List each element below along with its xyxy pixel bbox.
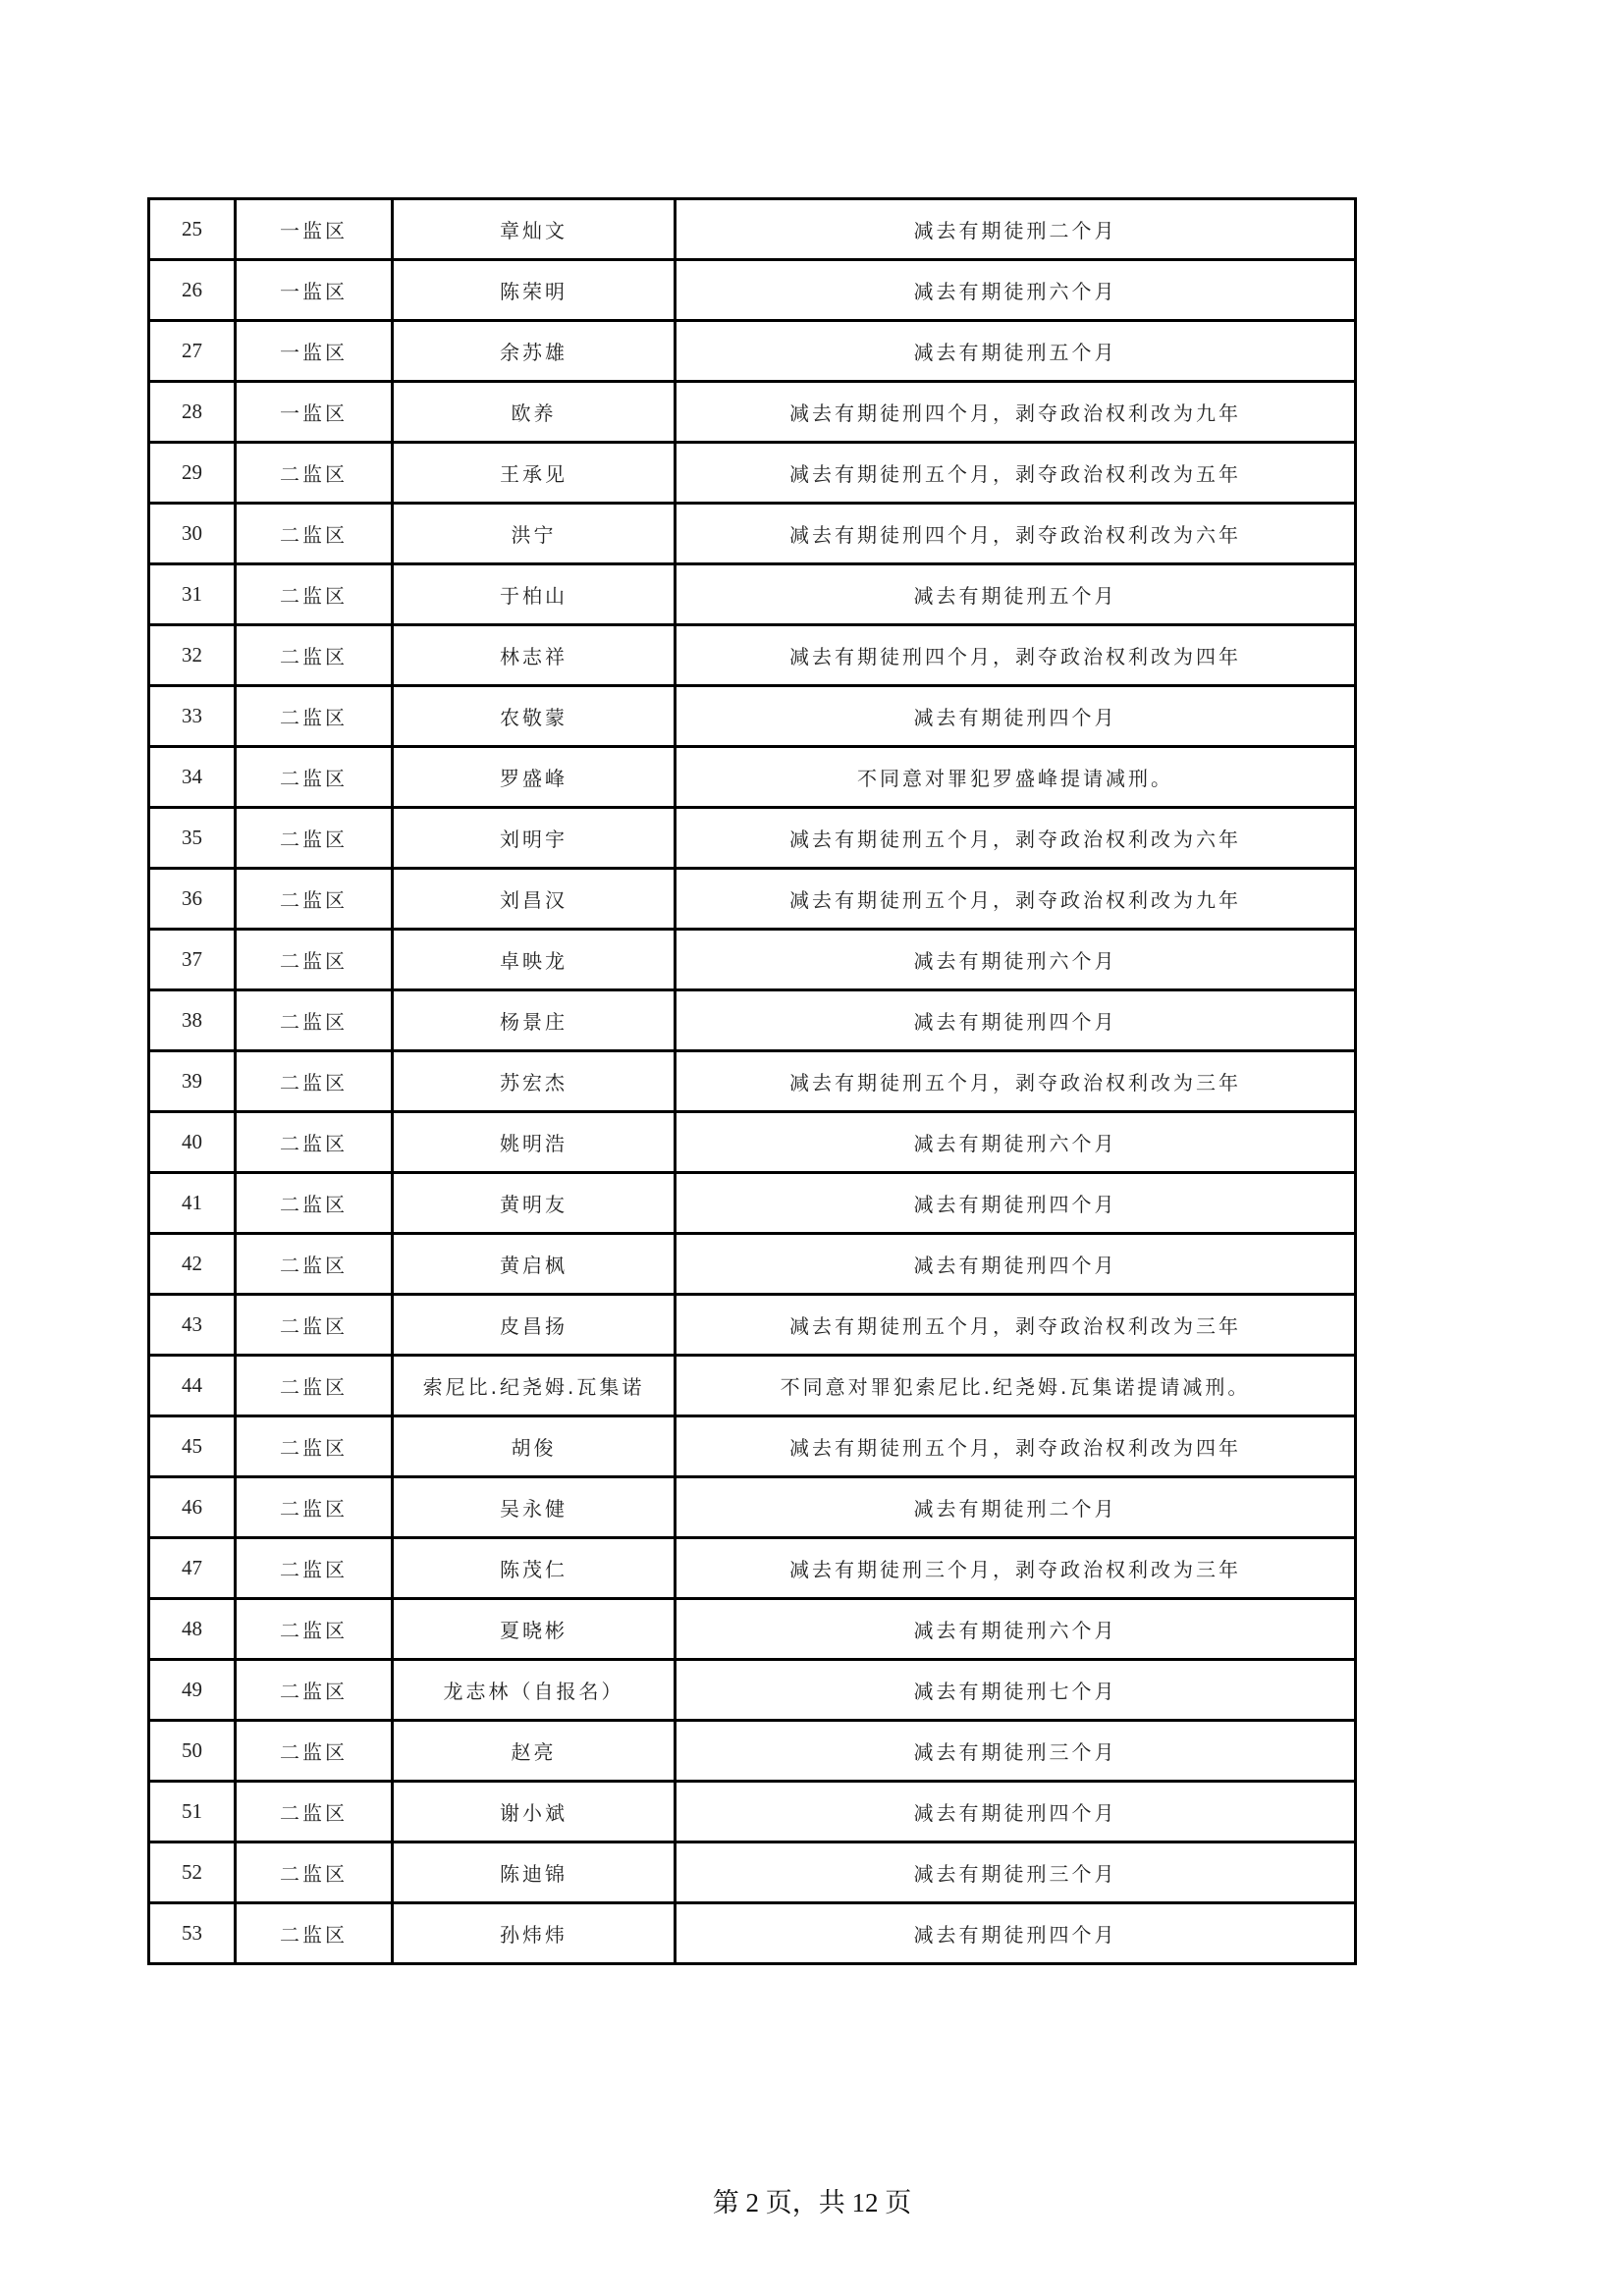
- ruling-result: 减去有期徒刑五个月，剥夺政治权利改为五年: [676, 443, 1356, 504]
- prison-area: 二监区: [236, 808, 393, 869]
- ruling-result: 减去有期徒刑五个月: [676, 564, 1356, 625]
- ruling-result: 减去有期徒刑二个月: [676, 1477, 1356, 1538]
- prison-area: 二监区: [236, 1782, 393, 1842]
- row-number: 51: [149, 1782, 236, 1842]
- ruling-result: 减去有期徒刑四个月，剥夺政治权利改为六年: [676, 504, 1356, 564]
- row-number: 30: [149, 504, 236, 564]
- row-number: 35: [149, 808, 236, 869]
- table-row: [149, 1538, 1356, 1599]
- sentence-reduction-table: [147, 197, 1357, 1965]
- row-number: 28: [149, 382, 236, 443]
- prison-area: 二监区: [236, 1721, 393, 1782]
- row-number: 44: [149, 1356, 236, 1416]
- table-row: [149, 808, 1356, 869]
- row-number: 43: [149, 1295, 236, 1356]
- table-row: [149, 1234, 1356, 1295]
- inmate-name: 胡俊: [393, 1416, 676, 1477]
- row-number: 25: [149, 199, 236, 260]
- prison-area: 二监区: [236, 1660, 393, 1721]
- row-number: 26: [149, 260, 236, 321]
- inmate-name: 皮昌扬: [393, 1295, 676, 1356]
- inmate-name: 姚明浩: [393, 1112, 676, 1173]
- ruling-result: 减去有期徒刑四个月: [676, 1782, 1356, 1842]
- prison-area: 二监区: [236, 1842, 393, 1903]
- row-number: 36: [149, 869, 236, 930]
- table-row: [149, 990, 1356, 1051]
- prison-area: 二监区: [236, 443, 393, 504]
- table-row: [149, 1721, 1356, 1782]
- ruling-result: 减去有期徒刑四个月: [676, 1903, 1356, 1964]
- prison-area: 二监区: [236, 504, 393, 564]
- table-row: [149, 1782, 1356, 1842]
- ruling-result: 减去有期徒刑四个月: [676, 1173, 1356, 1234]
- inmate-name: 陈荣明: [393, 260, 676, 321]
- ruling-result: 减去有期徒刑五个月，剥夺政治权利改为三年: [676, 1051, 1356, 1112]
- row-number: 49: [149, 1660, 236, 1721]
- inmate-name: 吴永健: [393, 1477, 676, 1538]
- table-row: [149, 1842, 1356, 1903]
- prison-area: 一监区: [236, 199, 393, 260]
- inmate-name: 夏晓彬: [393, 1599, 676, 1660]
- inmate-name: 苏宏杰: [393, 1051, 676, 1112]
- prison-area: 二监区: [236, 1356, 393, 1416]
- row-number: 47: [149, 1538, 236, 1599]
- inmate-name: 赵亮: [393, 1721, 676, 1782]
- row-number: 38: [149, 990, 236, 1051]
- table-row: [149, 869, 1356, 930]
- prison-area: 二监区: [236, 1234, 393, 1295]
- inmate-name: 欧养: [393, 382, 676, 443]
- inmate-name: 于柏山: [393, 564, 676, 625]
- table-row: [149, 1599, 1356, 1660]
- ruling-result: 减去有期徒刑三个月，剥夺政治权利改为三年: [676, 1538, 1356, 1599]
- ruling-result: 不同意对罪犯罗盛峰提请减刑。: [676, 747, 1356, 808]
- inmate-name: 黄启枫: [393, 1234, 676, 1295]
- row-number: 27: [149, 321, 236, 382]
- row-number: 53: [149, 1903, 236, 1964]
- table-row: [149, 1416, 1356, 1477]
- inmate-name: 卓映龙: [393, 930, 676, 990]
- ruling-result: 减去有期徒刑四个月: [676, 1234, 1356, 1295]
- table-row: [149, 1477, 1356, 1538]
- row-number: 29: [149, 443, 236, 504]
- inmate-name: 陈茂仁: [393, 1538, 676, 1599]
- row-number: 32: [149, 625, 236, 686]
- ruling-result: 减去有期徒刑三个月: [676, 1721, 1356, 1782]
- prison-area: 二监区: [236, 625, 393, 686]
- row-number: 46: [149, 1477, 236, 1538]
- prison-area: 二监区: [236, 1416, 393, 1477]
- inmate-name: 杨景庄: [393, 990, 676, 1051]
- table-row: [149, 1112, 1356, 1173]
- inmate-name: 林志祥: [393, 625, 676, 686]
- inmate-name: 罗盛峰: [393, 747, 676, 808]
- prison-area: 一监区: [236, 382, 393, 443]
- row-number: 34: [149, 747, 236, 808]
- inmate-name: 陈迪锦: [393, 1842, 676, 1903]
- inmate-name: 谢小斌: [393, 1782, 676, 1842]
- prison-area: 二监区: [236, 747, 393, 808]
- table-row: [149, 1660, 1356, 1721]
- prison-area: 二监区: [236, 1173, 393, 1234]
- table-row: [149, 1356, 1356, 1416]
- ruling-result: 减去有期徒刑七个月: [676, 1660, 1356, 1721]
- ruling-result: 减去有期徒刑五个月，剥夺政治权利改为六年: [676, 808, 1356, 869]
- prison-area: 二监区: [236, 686, 393, 747]
- ruling-result: 减去有期徒刑五个月，剥夺政治权利改为三年: [676, 1295, 1356, 1356]
- row-number: 45: [149, 1416, 236, 1477]
- prison-area: 二监区: [236, 1538, 393, 1599]
- ruling-result: 减去有期徒刑六个月: [676, 1599, 1356, 1660]
- row-number: 40: [149, 1112, 236, 1173]
- inmate-name: 黄明友: [393, 1173, 676, 1234]
- table-row: [149, 260, 1356, 321]
- ruling-result: 减去有期徒刑四个月: [676, 990, 1356, 1051]
- prison-area: 二监区: [236, 564, 393, 625]
- row-number: 37: [149, 930, 236, 990]
- prison-area: 二监区: [236, 990, 393, 1051]
- prison-area: 一监区: [236, 260, 393, 321]
- ruling-result: 减去有期徒刑六个月: [676, 260, 1356, 321]
- row-number: 50: [149, 1721, 236, 1782]
- inmate-name: 索尼比.纪尧姆.瓦集诺: [393, 1356, 676, 1416]
- table-row: [149, 625, 1356, 686]
- inmate-name: 刘昌汉: [393, 869, 676, 930]
- row-number: 41: [149, 1173, 236, 1234]
- page-number-footer: 第 2 页，共 12 页: [712, 2188, 912, 2217]
- ruling-result: 减去有期徒刑六个月: [676, 1112, 1356, 1173]
- ruling-result: 减去有期徒刑四个月，剥夺政治权利改为九年: [676, 382, 1356, 443]
- ruling-result: 不同意对罪犯索尼比.纪尧姆.瓦集诺提请减刑。: [676, 1356, 1356, 1416]
- table-row: [149, 1051, 1356, 1112]
- table-row: [149, 443, 1356, 504]
- ruling-result: 减去有期徒刑五个月，剥夺政治权利改为九年: [676, 869, 1356, 930]
- table-row: [149, 1903, 1356, 1964]
- row-number: 42: [149, 1234, 236, 1295]
- prison-area: 二监区: [236, 1295, 393, 1356]
- inmate-name: 章灿文: [393, 199, 676, 260]
- table-row: [149, 686, 1356, 747]
- inmate-name: 王承见: [393, 443, 676, 504]
- prison-area: 二监区: [236, 1903, 393, 1964]
- inmate-name: 农敬蒙: [393, 686, 676, 747]
- row-number: 52: [149, 1842, 236, 1903]
- ruling-result: 减去有期徒刑六个月: [676, 930, 1356, 990]
- prison-area: 二监区: [236, 869, 393, 930]
- prison-area: 二监区: [236, 1051, 393, 1112]
- ruling-result: 减去有期徒刑四个月: [676, 686, 1356, 747]
- table-row: [149, 504, 1356, 564]
- ruling-result: 减去有期徒刑五个月，剥夺政治权利改为四年: [676, 1416, 1356, 1477]
- row-number: 39: [149, 1051, 236, 1112]
- inmate-name: 刘明宇: [393, 808, 676, 869]
- table-row: [149, 747, 1356, 808]
- table-row: [149, 1173, 1356, 1234]
- inmate-name: 孙炜炜: [393, 1903, 676, 1964]
- ruling-result: 减去有期徒刑三个月: [676, 1842, 1356, 1903]
- prison-area: 二监区: [236, 1112, 393, 1173]
- row-number: 33: [149, 686, 236, 747]
- ruling-result: 减去有期徒刑五个月: [676, 321, 1356, 382]
- table-row: [149, 1295, 1356, 1356]
- row-number: 31: [149, 564, 236, 625]
- prison-area: 二监区: [236, 930, 393, 990]
- inmate-name: 余苏雄: [393, 321, 676, 382]
- row-number: 48: [149, 1599, 236, 1660]
- ruling-result: 减去有期徒刑二个月: [676, 199, 1356, 260]
- prison-area: 二监区: [236, 1599, 393, 1660]
- inmate-name: 龙志林（自报名）: [393, 1660, 676, 1721]
- table-row: [149, 321, 1356, 382]
- table-row: [149, 930, 1356, 990]
- ruling-result: 减去有期徒刑四个月，剥夺政治权利改为四年: [676, 625, 1356, 686]
- table-row: [149, 199, 1356, 260]
- table-row: [149, 382, 1356, 443]
- prison-area: 一监区: [236, 321, 393, 382]
- inmate-name: 洪宁: [393, 504, 676, 564]
- prison-area: 二监区: [236, 1477, 393, 1538]
- table-row: [149, 564, 1356, 625]
